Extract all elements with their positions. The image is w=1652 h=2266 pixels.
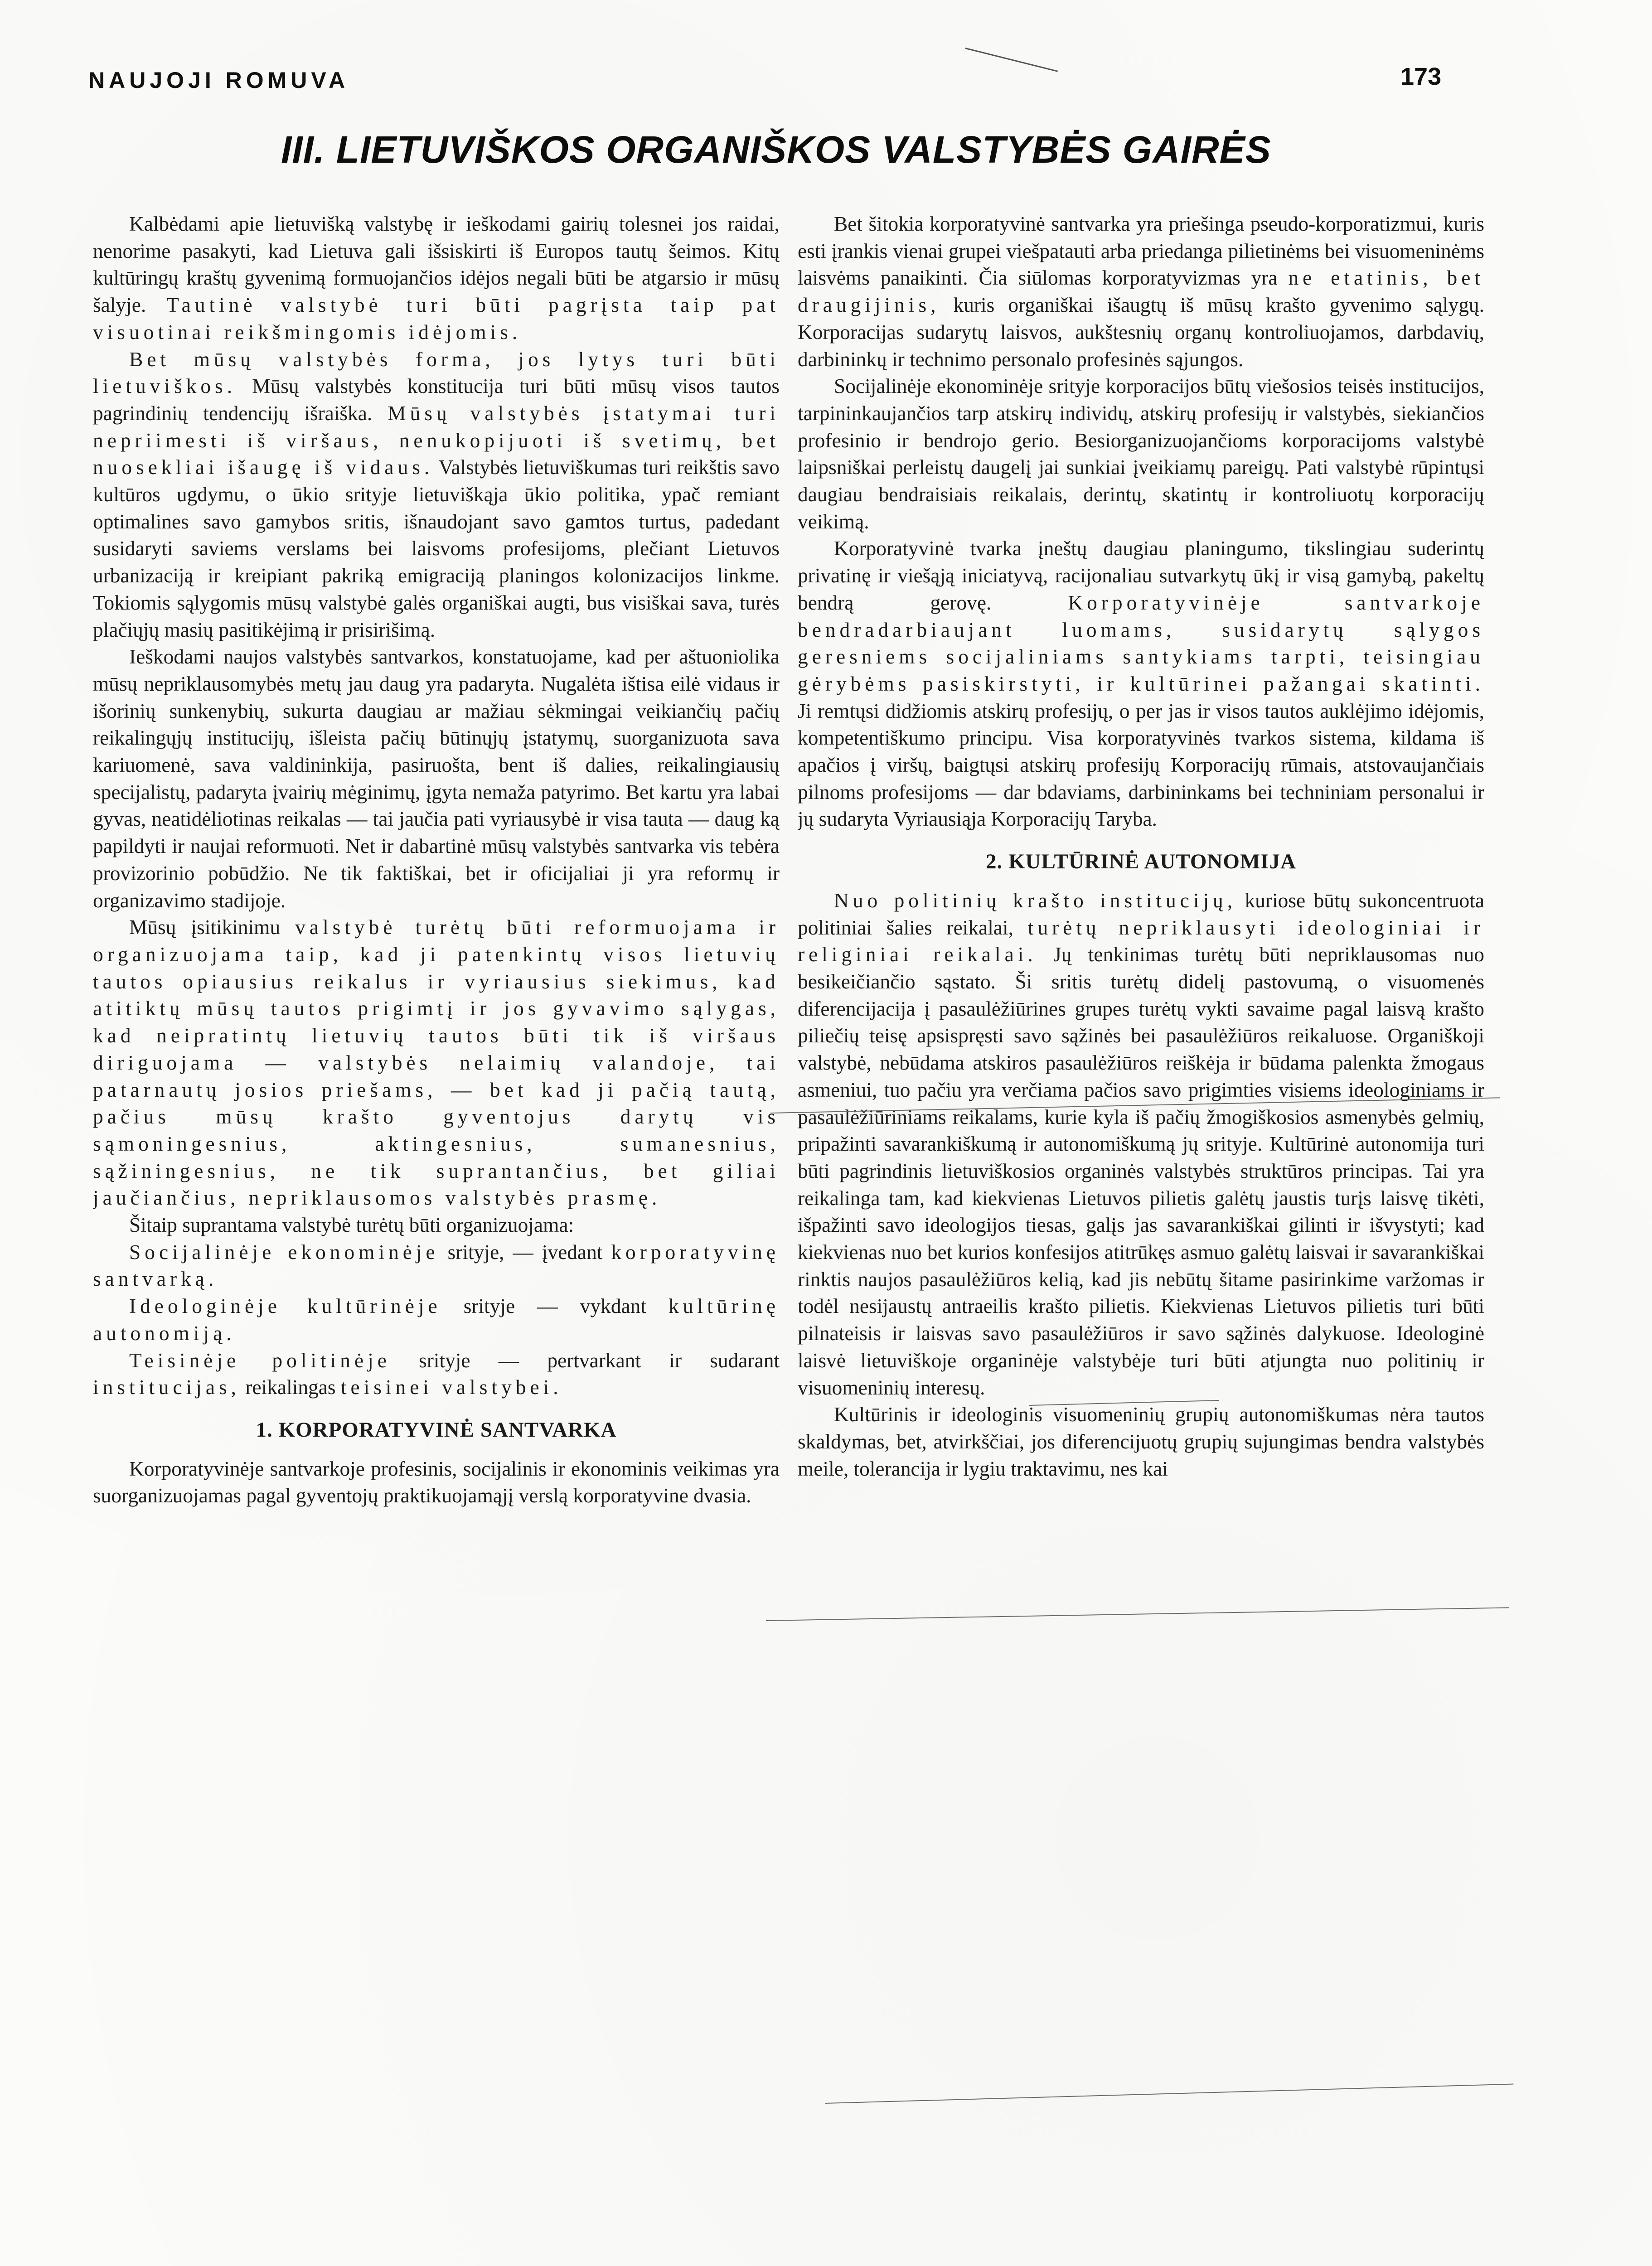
text-run: Korporatyvinė tvarka įneštų daugiau planingumo, tikslingiau suderintų privatinę ir viešąją iniciatyvą, racijonaliau sutvarkytų ūkį ir visą gamybą, pakeltų bendrą gerovę. (798, 537, 1484, 614)
text-run: Valstybės lietuviškumas turi reikštis savo kultūros ugdymu, o ūkio srityje lietuviškąja ūkio politika, ypač remiant optimalines savo gamybos sritis, išnaudojant savo gamtos turtus, padedant susidaryti saviems verslams bei laisvoms profesijoms, plečiant Lietuvos urbanizaciją ir kreipiant pakriką emigraciją planingos kolonizacijos linkme. Tokiomis sąlygomis mūsų valstybė galės organiškai augti, bus visiškai sava, turės plačiųjų masių pasitikėjimą ir prisirišimą. (93, 456, 780, 641)
spaced-text: kultūrinę autonomiją. (93, 1295, 780, 1345)
section-heading (93, 1417, 780, 1444)
text-run: Kalbėdami apie lietuvišką valstybę ir ieškodami gairių tolesnei jos raidai, nenorime pasakyti, kad Lietuva gali išsiskirti iš Europos tautų šeimos. Kitų kultūringų kraštų gyvenimą formuojančios idėjos negali būti be atgarsio ir mūsų šalyje. (93, 213, 780, 317)
paragraph: Kultūrinis ir ideologinis visuomeninių grupių autonomiškumas nėra tautos skaldymas, bet, atvirkščiai, jos diferencijuotų grupių sujungimas bendra valstybės meile, tolerancija ir lygiu traktavimu, nes kai (798, 1403, 1484, 1480)
spaced-text: turėtų nepriklausyti ideologiniai ir religiniai reikalai. (798, 916, 1484, 966)
paragraph (798, 535, 1484, 833)
spaced-text: Korporatyvinėje santvarkoje bendradarbiaujant luomams, susidarytų sąlygos geresniems socijaliniams santykiams tarpti, teisingiau gėrybėms pasiskirstyti, ir kultūrinei pažangai skatinti. (798, 591, 1484, 695)
spaced-text: valstybė turėtų būti reformuojama ir organizuojama taip, kad ji patenkintų visos lietuvių tautos opiausius reikalus ir vyriausius siekimus, kad atitiktų mūsų tautos prigimtį ir jos gyvavimo sąlygas, kad neipratintų lietuvių tautos būti tik iš viršaus diriguojama — valstybės nelaimių valandoje, tai patarnautų josios priešams, — bet kad ji pačią tautą, pačius mūsų krašto gyventojus darytų vis sąmoningesnius, aktingesnius, sumanesnius, sąžiningesnius, ne tik suprantančius, bet giliai jaučiančius, nepriklausomos valstybės prasmę. (93, 916, 780, 1210)
spaced-text: Teisinėje politinėje (129, 1349, 391, 1372)
section-heading (798, 848, 1484, 876)
list-item (93, 1239, 780, 1293)
spaced-text: ne etatinis, bet draugijinis, (798, 266, 1484, 317)
list-item (93, 1293, 780, 1347)
paragraph (93, 914, 780, 1212)
spaced-text: Socijalinėje ekonominėje (129, 1240, 439, 1264)
text-run: Mūsų įsitikinimu (129, 916, 281, 939)
paragraph (798, 887, 1484, 1401)
spaced-text: institucijas, (93, 1376, 241, 1399)
paragraph (798, 211, 1484, 373)
spaced-text: teisinei valstybei. (340, 1376, 562, 1399)
spaced-text: Nuo politinių krašto institucijų, (834, 889, 1237, 912)
paragraph: Ieškodami naujos valstybės santvarkos, konstatuojame, kad per aštuoniolika mūsų nepriklausomybės metų jau daug yra padaryta. Nugalėta ištisa eilė vidaus ir išorinių sunkenybių, sukurta daugiau ar mažiau sėkmingai veikiančių pačių reikalingųjų institucijų, išleista pačių būtinųjų įstatymų, suorganizuota sava kariuomenė, sava valdininkija, pasiruošta, bent iš dalies, reikalingiausių specijalistų, padaryta įvairių mėginimų, įgyta nemaža patyrimo. Bet kartu yra labai gyvas, neatidėliotinas reikalas — tai jaučia pati vyriausybė ir visa tauta — daug ką papildyti ir naujai reformuoti. Net ir dabartinė mūsų valstybės santvarka vis tebėra provizorinio pobūdžio. Ne tik faktiškai, bet ir oficijaliai ji yra reformų ir organizavimo stadijoje. (93, 645, 780, 912)
spaced-text: Tautinė valstybė turi būti pagrįsta taip pat visuotinai reikšmingomis idėjomis. (93, 294, 780, 344)
text-run: Jų tenkinimas turėtų būti nepriklausomas nuo besikeičiančio sąstato. Ši sritis turėtų didelį pastovumą, o visuomenės diferencijacija į pasaulėžiūrines grupes turėtų vykti savaime pagal laisvą krašto piliečių teisę apsispręsti savo sąžinės bei pasaulėžiūros reikaluose. Organiškoji valstybė, nebūdama atskiros pasaulėžiūros reiškėja ir būdama palenkta žmogaus asmeniui, tuo pačiu yra verčiama pačios savo prigimties visiems ideologiniams ir pasaulėžiūriniams reikalams, kurie kyla iš pačių žmogiškosios asmenybės gelmių, pripažinti savarankiškumą ir autonomiškumą jų srityje. Kultūrinė autonomija turi būti pagrindinis lietuviškosios organinės valstybės struktūros principas. Tai yra reikalinga tam, kad kiekvienas Lietuvos pilietis galėtų jaustis turįs laisvę tikėti, išpažinti savo ideologijos tiesas, galįs jas savarankiškai gilinti ir išvystyti; kad kiekvienas nuo bet kurios konfesijos atitrūkęs asmuo galėtų laisvai ir savarankiškai rinktis naujos pasaulėžiūros kelią, kad jis nebūtų šitame pasirinkime varžomas ir todėl nesijaustų antraeilis krašto pilietis. Kiekvienas Lietuvos pilietis turi būti pilnateisis ir laisvas savo pasaulėžiūros ir savo sąžinės dalykuose. Ideologinė laisvė lietuviškoje organinėje valstybėje turi būti atjungta nuo politinių ir visuomeninių interesų. (798, 943, 1484, 1399)
text-run: kuriose būtų sukoncentruota politiniai šalies reikalai, (798, 889, 1484, 939)
paragraph (93, 211, 780, 346)
left-column (93, 211, 780, 2250)
text-run: kuris organiškai išaugtų iš mūsų krašto gyvenimo sąlygų. Korporacijas sudarytų laisvos, aukštesnių organų kontroliuojamos, darbdavių, darbininkų ir technimo personalo profesinės sąjungos. (798, 294, 1484, 371)
list-item (93, 1347, 780, 1401)
running-head: NAUJOJI ROMUVA (88, 68, 349, 93)
section-heading-text: 1. KORPORATYVINĖ SANTVARKA (256, 1418, 617, 1442)
paragraph: Socijalinėje ekonominėje srityje korporacijos būtų viešosios teisės institucijos, tarpininkaujančios tarp atskirų individų, atskirų profesijų ir valstybės, siekiančios profesinio ir bendrojo gerio. Besiorganizuojančioms korporacijoms valstybė laipsniškai perleistų daugelį jai sunkiai įveikiamų pareigų. Pati valstybė rūpintųsi daugiau bendraisiais reikalais, derintų, skatintų ir kontroliuotų korporacijų veikimą. (798, 375, 1484, 533)
spaced-text: Ideologinėje kultūrinėje (129, 1295, 441, 1318)
page-number: 173 (1400, 63, 1442, 90)
paragraph (93, 346, 780, 644)
right-column (798, 211, 1484, 2250)
spaced-text: korporatyvinę santvarką. (93, 1240, 780, 1291)
text-run: reikalingas (245, 1376, 336, 1399)
text-run: srityje, — įvedant (447, 1240, 603, 1264)
chapter-title: III. LIETUVIŠKOS ORGANIŠKOS VALSTYBĖS GAIRĖS (281, 128, 1271, 171)
text-run: Ji remtųsi didžiomis atskirų profesijų, o per jas ir visos tautos auklėjimo idėjomis, kompetentiškumo principu. Visa korporatyvinės tvarkos sistema, kildama iš apačios į viršų, baigtųsi atskirų profesijų Korporacijų rūmais, atstovaujančiais pilnoms profesijoms — dar bdaviams, darbininkams bei techniniam personalui ir jų sudaryta Vyriausiąja Korporacijų Taryba. (798, 699, 1484, 831)
spaced-text: Mūsų valstybės įstatymai turi nepriimesti iš viršaus, nenukopijuoti iš svetimų, bet nuosekliai išaugę iš vidaus. (93, 402, 780, 479)
section-heading-text: 2. KULTŪRINĖ AUTONOMIJA (985, 850, 1297, 874)
text-run: srityje — vykdant (463, 1295, 646, 1318)
text-run: Mūsų valstybės konstitucija turi būti mūsų visos tautos pagrindinių tendencijų išraiška. (93, 375, 780, 425)
text-run: Bet šitokia korporatyvinė santvarka yra priešinga pseudo-korporatizmui, kuris esti įrankis vienai grupei viešpatauti arba priedanga pilietinėms bei visuomeninėms laisvėms panaikinti. Čia siūlomas korporatyvizmas yra (798, 213, 1484, 290)
pencil-mark (965, 48, 1058, 72)
text-run: srityje — pertvarkant ir sudarant (419, 1349, 780, 1372)
spaced-text: Bet mūsų valstybės forma, jos lytys turi būti lietuviškos. (93, 348, 780, 398)
paragraph: Šitaip suprantama valstybė turėtų būti organizuojama: (129, 1214, 574, 1237)
paragraph: Korporatyvinėje santvarkoje profesinis, socijalinis ir ekonominis veikimas yra suorganizuojamas pagal gyventojų praktikuojamąjį verslą korporatyvine dvasia. (93, 1457, 780, 1507)
